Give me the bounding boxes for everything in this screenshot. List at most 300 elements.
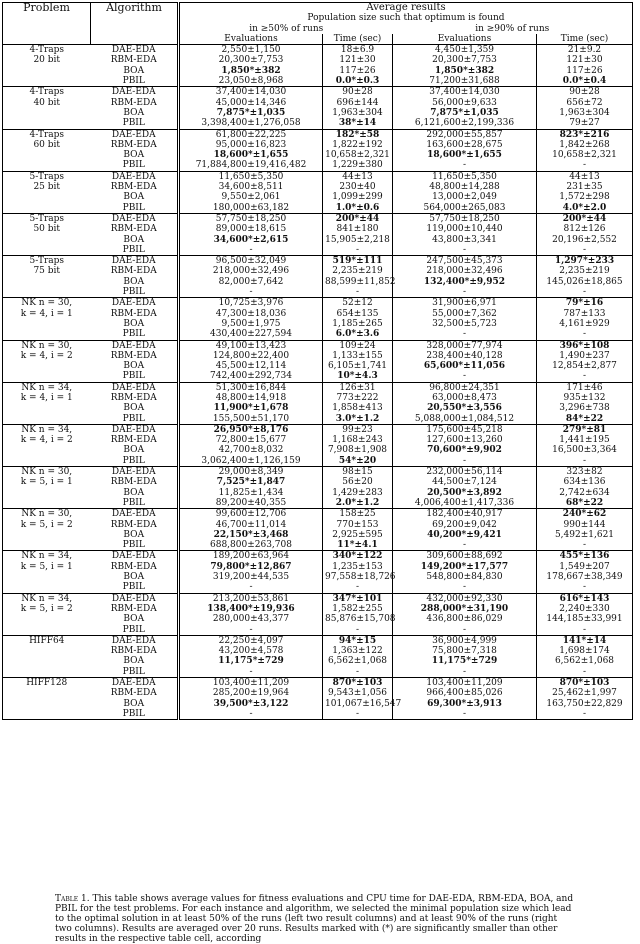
time-cell: 2.0*±1.2 bbox=[323, 498, 393, 509]
time-cell: 163,750±22,829 bbox=[537, 699, 633, 709]
problem-cell bbox=[3, 87, 91, 129]
time-cell: 616*±143 bbox=[537, 593, 633, 604]
time-cell: 870*±103 bbox=[537, 678, 633, 689]
algorithm-cell: DAE-EDA bbox=[91, 467, 179, 478]
evaluations-cell: 7,875*±1,035 bbox=[393, 108, 537, 118]
problem-label-line: k = 4, i = 1 bbox=[20, 308, 73, 319]
table-row bbox=[3, 98, 633, 108]
evaluations-cell: 56,000±9,633 bbox=[393, 98, 537, 108]
time-cell: 2,742±634 bbox=[537, 488, 633, 498]
evaluations-cell: 55,000±7,362 bbox=[393, 309, 537, 319]
evaluations-cell: 39,500*±3,122 bbox=[179, 699, 323, 709]
header-population-size: Population size such that optimum is found bbox=[179, 13, 633, 23]
algorithm-cell: DAE-EDA bbox=[91, 340, 179, 351]
evaluations-cell: 71,200±31,688 bbox=[393, 76, 537, 87]
evaluations-cell: 72,800±15,677 bbox=[179, 435, 323, 445]
evaluations-cell: 432,000±92,330 bbox=[393, 593, 537, 604]
time-cell: 990±144 bbox=[537, 520, 633, 530]
time-cell: 935±132 bbox=[537, 393, 633, 403]
algorithm-cell: BOA bbox=[91, 488, 179, 498]
table-row bbox=[3, 667, 633, 678]
time-cell: - bbox=[323, 245, 393, 256]
time-cell: 0.0*±0.4 bbox=[537, 76, 633, 87]
time-cell: 656±72 bbox=[537, 98, 633, 108]
time-cell: 634±136 bbox=[537, 477, 633, 487]
problem-label-line: 4-Traps bbox=[29, 45, 64, 56]
evaluations-cell: 96,800±24,351 bbox=[393, 382, 537, 393]
table-row bbox=[3, 351, 633, 361]
time-cell: 109±24 bbox=[323, 340, 393, 351]
algorithm-cell: PBIL bbox=[91, 709, 179, 720]
algorithm-cell: RBM-EDA bbox=[91, 688, 179, 698]
algorithm-cell: PBIL bbox=[91, 287, 179, 298]
problem-label-line: 5-Traps bbox=[29, 171, 64, 182]
evaluations-cell: - bbox=[393, 287, 537, 298]
table-caption bbox=[55, 894, 575, 944]
time-cell: 787±133 bbox=[537, 309, 633, 319]
evaluations-cell: 328,000±77,974 bbox=[393, 340, 537, 351]
algorithm-cell: BOA bbox=[91, 572, 179, 582]
problem-label-line: 5-Traps bbox=[29, 213, 64, 224]
time-cell: 3,296±738 bbox=[537, 403, 633, 413]
time-cell: 85,876±15,708 bbox=[323, 614, 393, 624]
table-row bbox=[3, 424, 633, 435]
evaluations-cell: 65,600*±11,056 bbox=[393, 361, 537, 371]
algorithm-cell: DAE-EDA bbox=[91, 509, 179, 520]
problem-label-line: 40 bit bbox=[33, 97, 61, 108]
time-cell: 101,067±16,547 bbox=[323, 699, 393, 709]
evaluations-cell: 232,000±56,114 bbox=[393, 467, 537, 478]
table-row bbox=[3, 66, 633, 76]
time-cell: 823*±216 bbox=[537, 129, 633, 140]
time-cell: 1,698±174 bbox=[537, 646, 633, 656]
time-cell: 1,185±265 bbox=[323, 319, 393, 329]
algorithm-cell: RBM-EDA bbox=[91, 98, 179, 108]
header-time-90: Time (sec) bbox=[537, 34, 633, 45]
algorithm-cell: DAE-EDA bbox=[91, 635, 179, 646]
evaluations-cell: 70,600*±9,902 bbox=[393, 445, 537, 455]
time-cell: - bbox=[323, 667, 393, 678]
table-row bbox=[3, 150, 633, 160]
time-cell: 3.0*±1.2 bbox=[323, 414, 393, 425]
time-cell: 10,658±2,321 bbox=[323, 150, 393, 160]
evaluations-cell: - bbox=[393, 245, 537, 256]
time-cell: 182*±58 bbox=[323, 129, 393, 140]
time-cell: 10,658±2,321 bbox=[537, 150, 633, 160]
evaluations-cell: 124,800±22,400 bbox=[179, 351, 323, 361]
problem-cell bbox=[3, 256, 91, 298]
algorithm-cell: RBM-EDA bbox=[91, 224, 179, 234]
problem-cell bbox=[3, 635, 91, 677]
time-cell: 279*±81 bbox=[537, 424, 633, 435]
table-row bbox=[3, 213, 633, 224]
time-cell: 99±23 bbox=[323, 424, 393, 435]
time-cell: 1,429±283 bbox=[323, 488, 393, 498]
table-row bbox=[3, 287, 633, 298]
time-cell: 1,822±192 bbox=[323, 140, 393, 150]
algorithm-cell: RBM-EDA bbox=[91, 55, 179, 65]
table-row bbox=[3, 371, 633, 382]
evaluations-cell: 45,500±12,114 bbox=[179, 361, 323, 371]
time-cell: 88,599±11,852 bbox=[323, 277, 393, 287]
evaluations-cell: 149,200*±17,577 bbox=[393, 562, 537, 572]
time-cell: 21±9.2 bbox=[537, 45, 633, 56]
evaluations-cell: 31,900±6,971 bbox=[393, 298, 537, 309]
table-row bbox=[3, 298, 633, 309]
algorithm-cell: PBIL bbox=[91, 456, 179, 467]
algorithm-cell: RBM-EDA bbox=[91, 140, 179, 150]
evaluations-cell: 34,600*±2,615 bbox=[179, 235, 323, 245]
table-row bbox=[3, 445, 633, 455]
problem-label-line: k = 4, i = 2 bbox=[20, 435, 73, 446]
time-cell: 171±46 bbox=[537, 382, 633, 393]
table-row bbox=[3, 498, 633, 509]
table-row bbox=[3, 403, 633, 413]
table-row bbox=[3, 118, 633, 129]
evaluations-cell: 18,600*±1,655 bbox=[393, 150, 537, 160]
table-row bbox=[3, 129, 633, 140]
time-cell: 84*±22 bbox=[537, 414, 633, 425]
table-row bbox=[3, 678, 633, 689]
time-cell: 396*±108 bbox=[537, 340, 633, 351]
problem-cell bbox=[3, 171, 91, 213]
evaluations-cell: 99,600±12,706 bbox=[179, 509, 323, 520]
algorithm-cell: PBIL bbox=[91, 540, 179, 551]
evaluations-cell: 11,900*±1,678 bbox=[179, 403, 323, 413]
evaluations-cell: 51,300±16,844 bbox=[179, 382, 323, 393]
evaluations-cell: 69,300*±3,913 bbox=[393, 699, 537, 709]
problem-label-line: NK n = 34, bbox=[21, 551, 73, 562]
algorithm-cell: PBIL bbox=[91, 582, 179, 593]
table-row bbox=[3, 456, 633, 467]
time-cell: 38*±14 bbox=[323, 118, 393, 129]
evaluations-cell: 48,800±14,918 bbox=[179, 393, 323, 403]
time-cell: - bbox=[537, 371, 633, 382]
algorithm-cell: BOA bbox=[91, 530, 179, 540]
evaluations-cell: 20,500*±3,892 bbox=[393, 488, 537, 498]
evaluations-cell: - bbox=[393, 709, 537, 720]
table-row bbox=[3, 340, 633, 351]
problem-cell bbox=[3, 593, 91, 635]
time-cell: 44±13 bbox=[323, 171, 393, 182]
time-cell: 12,854±2,877 bbox=[537, 361, 633, 371]
time-cell: 773±222 bbox=[323, 393, 393, 403]
evaluations-cell: 7,875*±1,035 bbox=[179, 108, 323, 118]
evaluations-cell: 213,200±53,861 bbox=[179, 593, 323, 604]
time-cell: 44±13 bbox=[537, 171, 633, 182]
time-cell: - bbox=[537, 329, 633, 340]
algorithm-cell: PBIL bbox=[91, 160, 179, 171]
problem-label-line: 75 bit bbox=[33, 266, 61, 277]
table-row bbox=[3, 699, 633, 709]
time-cell: 1,099±299 bbox=[323, 192, 393, 202]
evaluations-cell: 42,700±8,032 bbox=[179, 445, 323, 455]
table-row bbox=[3, 509, 633, 520]
evaluations-cell: 11,650±5,350 bbox=[179, 171, 323, 182]
evaluations-cell: 95,000±16,823 bbox=[179, 140, 323, 150]
time-cell: 654±135 bbox=[323, 309, 393, 319]
time-cell: 2,235±219 bbox=[323, 266, 393, 276]
evaluations-cell: 75,800±7,318 bbox=[393, 646, 537, 656]
algorithm-cell: BOA bbox=[91, 656, 179, 666]
time-cell: 25,462±1,997 bbox=[537, 688, 633, 698]
evaluations-cell: 238,400±40,128 bbox=[393, 351, 537, 361]
table-row bbox=[3, 393, 633, 403]
time-cell: 1,168±243 bbox=[323, 435, 393, 445]
algorithm-cell: BOA bbox=[91, 614, 179, 624]
evaluations-cell: 48,800±14,288 bbox=[393, 182, 537, 192]
table-row bbox=[3, 329, 633, 340]
time-cell: 200*±44 bbox=[537, 213, 633, 224]
problem-label-line: NK n = 34, bbox=[21, 593, 73, 604]
problem-label-line: NK n = 34, bbox=[21, 424, 73, 435]
algorithm-cell: BOA bbox=[91, 66, 179, 76]
problem-label-line: k = 4, i = 1 bbox=[20, 392, 73, 403]
time-cell: - bbox=[537, 456, 633, 467]
time-cell: 158±25 bbox=[323, 509, 393, 520]
table-row bbox=[3, 477, 633, 487]
time-cell: 68*±22 bbox=[537, 498, 633, 509]
algorithm-cell: PBIL bbox=[91, 76, 179, 87]
algorithm-cell: PBIL bbox=[91, 667, 179, 678]
time-cell: - bbox=[537, 625, 633, 636]
header-evaluations-90: Evaluations bbox=[393, 34, 537, 45]
time-cell: 1.0*±0.6 bbox=[323, 203, 393, 214]
table-row bbox=[3, 435, 633, 445]
algorithm-cell: PBIL bbox=[91, 498, 179, 509]
algorithm-cell: PBIL bbox=[91, 118, 179, 129]
evaluations-cell: 4,006,400±1,417,336 bbox=[393, 498, 537, 509]
evaluations-cell: 69,200±9,042 bbox=[393, 520, 537, 530]
algorithm-cell: RBM-EDA bbox=[91, 351, 179, 361]
time-cell: 1,858±413 bbox=[323, 403, 393, 413]
evaluations-cell: 4,450±1,359 bbox=[393, 45, 537, 56]
time-cell: 0.0*±0.3 bbox=[323, 76, 393, 87]
algorithm-cell: BOA bbox=[91, 277, 179, 287]
algorithm-cell: BOA bbox=[91, 403, 179, 413]
time-cell: 455*±136 bbox=[537, 551, 633, 562]
problem-label-line: 4-Traps bbox=[29, 129, 64, 140]
algorithm-cell: RBM-EDA bbox=[91, 477, 179, 487]
header-algorithm: Algorithm bbox=[91, 3, 179, 45]
evaluations-cell: 43,200±4,578 bbox=[179, 646, 323, 656]
time-cell: 94*±15 bbox=[323, 635, 393, 646]
header-evaluations-50: Evaluations bbox=[224, 33, 278, 44]
time-cell: 52±12 bbox=[323, 298, 393, 309]
time-cell: 347*±101 bbox=[323, 593, 393, 604]
time-cell: 7,908±1,908 bbox=[323, 445, 393, 455]
time-cell: 1,572±298 bbox=[537, 192, 633, 202]
evaluations-cell: 436,800±86,029 bbox=[393, 614, 537, 624]
table-row bbox=[3, 309, 633, 319]
problem-cell bbox=[3, 298, 91, 340]
time-cell: 1,363±122 bbox=[323, 646, 393, 656]
evaluations-cell: 36,900±4,999 bbox=[393, 635, 537, 646]
algorithm-cell: RBM-EDA bbox=[91, 646, 179, 656]
table-row bbox=[3, 76, 633, 87]
problem-label-line: NK n = 30, bbox=[21, 298, 73, 309]
evaluations-cell: 119,000±10,440 bbox=[393, 224, 537, 234]
evaluations-cell: 37,400±14,030 bbox=[179, 87, 323, 98]
evaluations-cell: 155,500±51,170 bbox=[179, 414, 323, 425]
table-row bbox=[3, 614, 633, 624]
evaluations-cell: 103,400±11,209 bbox=[393, 678, 537, 689]
time-cell: - bbox=[537, 667, 633, 678]
table-row bbox=[3, 467, 633, 478]
table-row bbox=[3, 488, 633, 498]
algorithm-cell: PBIL bbox=[91, 203, 179, 214]
evaluations-cell: 285,200±19,964 bbox=[179, 688, 323, 698]
evaluations-cell: 319,200±44,535 bbox=[179, 572, 323, 582]
table-row bbox=[3, 256, 633, 267]
evaluations-cell: 3,398,400±1,276,058 bbox=[179, 118, 323, 129]
evaluations-cell: 20,300±7,753 bbox=[179, 55, 323, 65]
algorithm-cell: RBM-EDA bbox=[91, 435, 179, 445]
evaluations-cell: 180,000±63,182 bbox=[179, 203, 323, 214]
algorithm-cell: RBM-EDA bbox=[91, 266, 179, 276]
time-cell: 1,297*±233 bbox=[537, 256, 633, 267]
evaluations-cell: 11,650±5,350 bbox=[393, 171, 537, 182]
time-cell: 2,235±219 bbox=[537, 266, 633, 276]
algorithm-cell: DAE-EDA bbox=[91, 129, 179, 140]
problem-label-line: 5-Traps bbox=[29, 256, 64, 267]
evaluations-cell: 57,750±18,250 bbox=[393, 213, 537, 224]
table-row bbox=[3, 520, 633, 530]
algorithm-cell: PBIL bbox=[91, 329, 179, 340]
time-cell: 126±31 bbox=[323, 382, 393, 393]
table-row bbox=[3, 160, 633, 171]
evaluations-cell: 13,000±2,049 bbox=[393, 192, 537, 202]
evaluations-cell: 32,500±5,723 bbox=[393, 319, 537, 329]
time-cell: 79±27 bbox=[537, 118, 633, 129]
time-cell: - bbox=[537, 245, 633, 256]
evaluations-cell: - bbox=[179, 709, 323, 720]
time-cell: 11*±4.1 bbox=[323, 540, 393, 551]
problem-cell bbox=[3, 467, 91, 509]
time-cell: - bbox=[537, 160, 633, 171]
evaluations-cell: 22,150*±3,468 bbox=[179, 530, 323, 540]
caption-text: This table shows average values for fitness evaluations and CPU time for DAE-EDA, RBM-EDA, BOA, and PBIL for the test problems. For each instance and algorithm, we selected the minimal population size which lead to the optimal solution in at least 50% of the runs (left two result columns) and at least 90% of the runs (right two columns). Results are averaged over 20 runs. Results marked with (*) are significantly smaller than other results in the respective table cell, according bbox=[55, 894, 574, 944]
table-row bbox=[3, 582, 633, 593]
problem-cell bbox=[3, 551, 91, 593]
problem-label-line: 4-Traps bbox=[29, 87, 64, 98]
evaluations-cell: 247,500±45,373 bbox=[393, 256, 537, 267]
time-cell: 90±28 bbox=[537, 87, 633, 98]
problem-label-line: HIFF128 bbox=[26, 678, 68, 688]
table-row bbox=[3, 108, 633, 118]
evaluations-cell: 11,175*±729 bbox=[179, 656, 323, 666]
time-cell: 6.0*±3.6 bbox=[323, 329, 393, 340]
problem-label-line: k = 5, i = 1 bbox=[20, 561, 73, 572]
problem-label-line: k = 5, i = 2 bbox=[20, 519, 73, 530]
problem-label-line: 60 bit bbox=[33, 139, 61, 150]
table-row bbox=[3, 688, 633, 698]
algorithm-cell: RBM-EDA bbox=[91, 562, 179, 572]
problem-cell bbox=[3, 213, 91, 255]
problem-label-line: 25 bit bbox=[33, 182, 61, 193]
time-cell: 2,925±595 bbox=[323, 530, 393, 540]
evaluations-cell: 163,600±28,675 bbox=[393, 140, 537, 150]
algorithm-cell: DAE-EDA bbox=[91, 45, 179, 56]
table-row bbox=[3, 235, 633, 245]
evaluations-cell: 6,121,600±2,199,336 bbox=[393, 118, 537, 129]
problem-label-line: k = 5, i = 2 bbox=[20, 603, 73, 614]
evaluations-cell: 40,200*±9,421 bbox=[393, 530, 537, 540]
evaluations-cell: 22,250±4,097 bbox=[179, 635, 323, 646]
time-cell: 340*±122 bbox=[323, 551, 393, 562]
evaluations-cell: - bbox=[393, 160, 537, 171]
problem-cell bbox=[3, 129, 91, 171]
problem-label-line: k = 4, i = 2 bbox=[20, 350, 73, 361]
header-problem: Problem bbox=[3, 3, 91, 45]
evaluations-cell: 564,000±265,083 bbox=[393, 203, 537, 214]
table-row bbox=[3, 277, 633, 287]
table-row bbox=[3, 319, 633, 329]
algorithm-cell: BOA bbox=[91, 319, 179, 329]
evaluations-cell: 20,550*±3,556 bbox=[393, 403, 537, 413]
time-cell: 54*±20 bbox=[323, 456, 393, 467]
evaluations-cell: - bbox=[393, 456, 537, 467]
evaluations-cell: 82,000±7,642 bbox=[179, 277, 323, 287]
algorithm-cell: DAE-EDA bbox=[91, 213, 179, 224]
time-cell: 6,562±1,068 bbox=[537, 656, 633, 666]
time-cell: 121±30 bbox=[537, 55, 633, 65]
time-cell: 770±153 bbox=[323, 520, 393, 530]
algorithm-cell: DAE-EDA bbox=[91, 171, 179, 182]
evaluations-cell: 61,800±22,225 bbox=[179, 129, 323, 140]
time-cell: 200*±44 bbox=[323, 213, 393, 224]
time-cell: 696±144 bbox=[323, 98, 393, 108]
evaluations-cell: 11,175*±729 bbox=[393, 656, 537, 666]
evaluations-cell: 79,800*±12,867 bbox=[179, 562, 323, 572]
evaluations-cell: 430,400±227,594 bbox=[179, 329, 323, 340]
algorithm-cell: RBM-EDA bbox=[91, 393, 179, 403]
evaluations-cell: 103,400±11,209 bbox=[179, 678, 323, 689]
time-cell: 56±20 bbox=[323, 477, 393, 487]
time-cell: 117±26 bbox=[537, 66, 633, 76]
table-row bbox=[3, 382, 633, 393]
table-row bbox=[3, 266, 633, 276]
evaluations-cell: 182,400±40,917 bbox=[393, 509, 537, 520]
evaluations-cell: 63,000±8,473 bbox=[393, 393, 537, 403]
table-row bbox=[3, 551, 633, 562]
algorithm-cell: BOA bbox=[91, 235, 179, 245]
problem-cell bbox=[3, 45, 91, 87]
table-row bbox=[3, 45, 633, 56]
problem-cell bbox=[3, 340, 91, 382]
header-average-results: Average results bbox=[179, 3, 633, 14]
evaluations-cell: 29,000±8,349 bbox=[179, 467, 323, 478]
evaluations-cell: - bbox=[393, 371, 537, 382]
evaluations-cell: 2,550±1,150 bbox=[179, 45, 323, 56]
evaluations-cell: - bbox=[179, 625, 323, 636]
algorithm-cell: BOA bbox=[91, 108, 179, 118]
table-row bbox=[3, 245, 633, 256]
evaluations-cell: 45,000±14,346 bbox=[179, 98, 323, 108]
table-row bbox=[3, 414, 633, 425]
evaluations-cell: 288,000*±31,190 bbox=[393, 604, 537, 614]
time-cell: 117±26 bbox=[323, 66, 393, 76]
evaluations-cell: - bbox=[393, 667, 537, 678]
time-cell: 121±30 bbox=[323, 55, 393, 65]
algorithm-cell: BOA bbox=[91, 361, 179, 371]
evaluations-cell: 189,200±63,964 bbox=[179, 551, 323, 562]
header-group-90: in ≥90% of runs bbox=[393, 24, 633, 34]
problem-label-line: NK n = 30, bbox=[21, 467, 73, 478]
algorithm-cell: DAE-EDA bbox=[91, 678, 179, 689]
evaluations-cell: 688,800±263,708 bbox=[179, 540, 323, 551]
time-cell: 6,562±1,068 bbox=[323, 656, 393, 666]
